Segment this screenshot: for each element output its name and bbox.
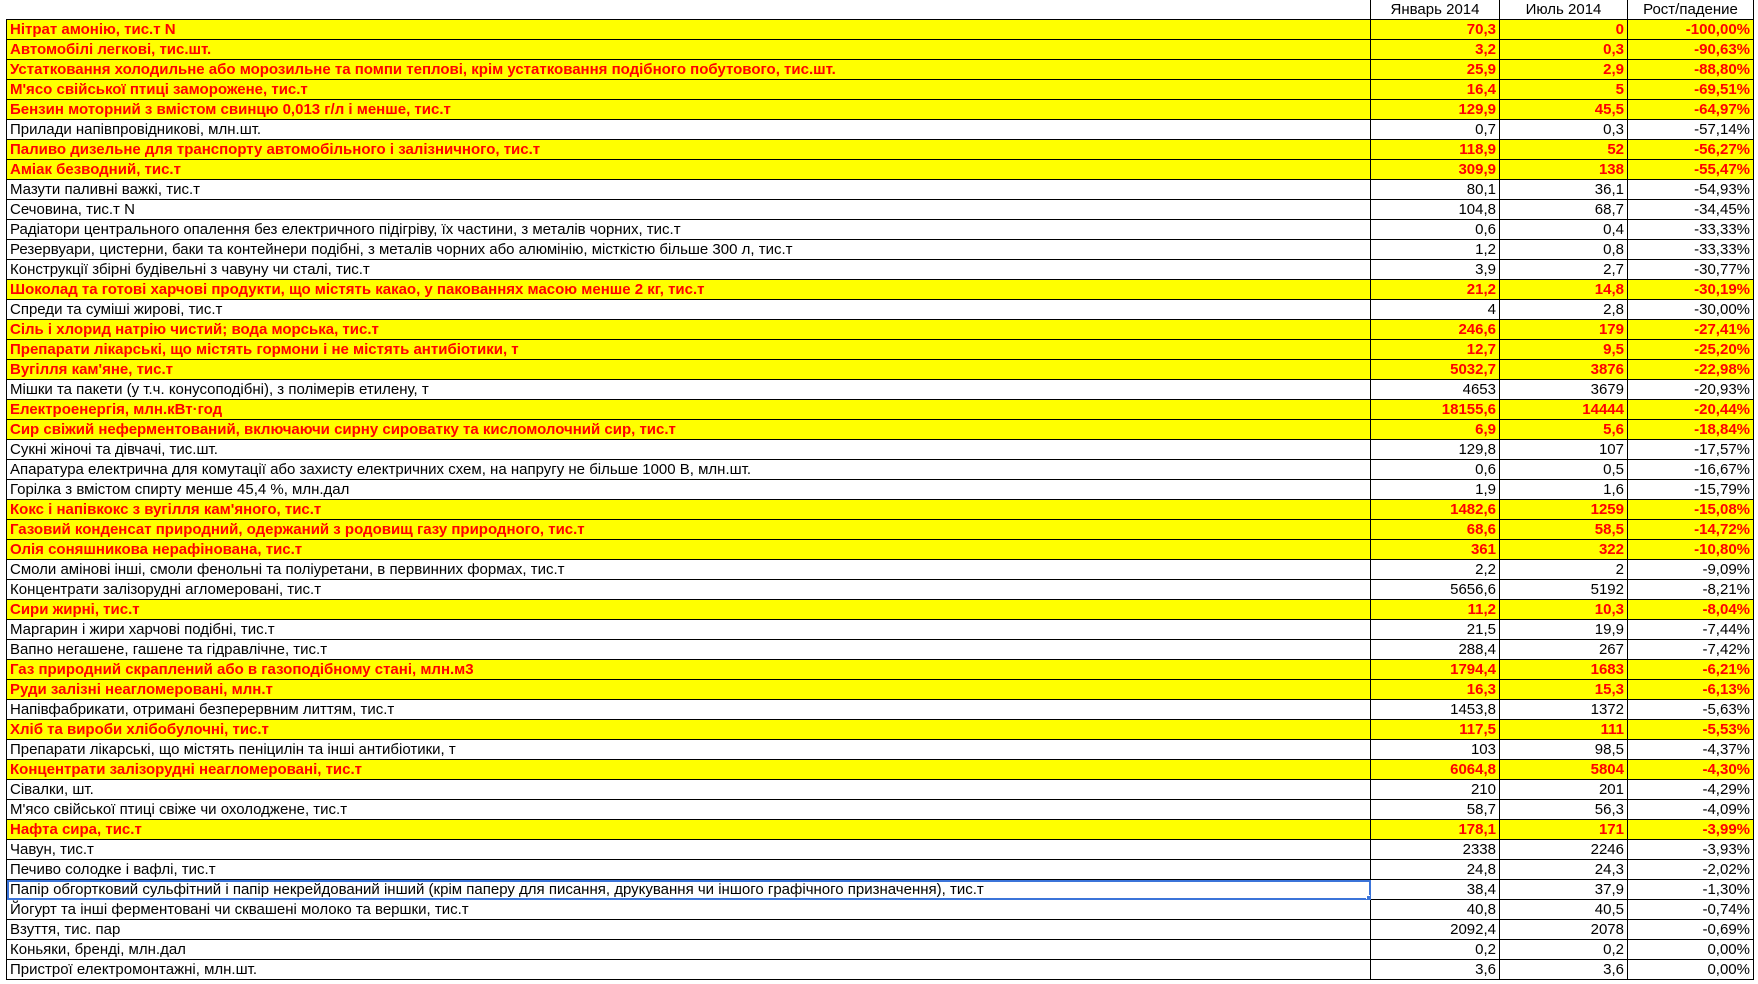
table-row	[7, 920, 1754, 940]
product-name-cell[interactable]: Концентрати залізорудні неагломеровані, тис.т	[7, 760, 1371, 780]
table-row	[7, 400, 1754, 420]
july-value-cell[interactable]: 179	[1500, 320, 1628, 340]
table-row	[7, 840, 1754, 860]
change-percent-cell[interactable]: -6,21%	[1628, 660, 1754, 680]
july-value-cell[interactable]: 5,6	[1500, 420, 1628, 440]
july-value-cell[interactable]: 14444	[1500, 400, 1628, 420]
table-row	[7, 660, 1754, 680]
july-value-cell[interactable]: 171	[1500, 820, 1628, 840]
january-value-cell[interactable]: 104,8	[1371, 200, 1500, 220]
change-percent-cell[interactable]: -1,30%	[1628, 880, 1754, 900]
january-value-cell[interactable]: 309,9	[1371, 160, 1500, 180]
product-name-cell[interactable]: Препарати лікарські, що містять пеніцилін та інші антибіотики, т	[7, 740, 1371, 760]
january-value-cell[interactable]: 1794,4	[1371, 660, 1500, 680]
table-row	[7, 640, 1754, 660]
product-name-cell[interactable]: Смоли амінові інші, смоли фенольні та поліуретани, в первинних формах, тис.т	[7, 560, 1371, 580]
table-row	[7, 180, 1754, 200]
product-name-cell[interactable]: Мазути паливні важкі, тис.т	[7, 180, 1371, 200]
july-value-cell[interactable]: 40,5	[1500, 900, 1628, 920]
table-row	[7, 260, 1754, 280]
table-row	[7, 40, 1754, 60]
july-value-cell[interactable]: 5804	[1500, 760, 1628, 780]
july-value-cell[interactable]: 0,3	[1500, 120, 1628, 140]
table-row	[7, 900, 1754, 920]
product-name-cell[interactable]: Маргарин і жири харчові подібні, тис.т	[7, 620, 1371, 640]
change-percent-cell[interactable]: -18,84%	[1628, 420, 1754, 440]
table-row	[7, 140, 1754, 160]
july-value-cell[interactable]: 111	[1500, 720, 1628, 740]
january-value-cell[interactable]: 80,1	[1371, 180, 1500, 200]
table-row	[7, 420, 1754, 440]
product-name-cell[interactable]: Напівфабрикати, отримані безперервним литтям, тис.т	[7, 700, 1371, 720]
january-value-cell[interactable]: 21,5	[1371, 620, 1500, 640]
product-name-cell[interactable]: М'ясо свійської птиці свіже чи охолоджене, тис.т	[7, 800, 1371, 820]
product-name-cell[interactable]: Йогурт та інші ферментовані чи сквашені молоко та вершки, тис.т	[7, 900, 1371, 920]
january-value-cell[interactable]: 1453,8	[1371, 700, 1500, 720]
july-value-cell[interactable]: 2	[1500, 560, 1628, 580]
change-percent-cell[interactable]: -0,69%	[1628, 920, 1754, 940]
change-percent-cell[interactable]: -33,33%	[1628, 220, 1754, 240]
july-value-cell[interactable]: 3,6	[1500, 960, 1628, 980]
product-name-cell[interactable]: Аміак безводний, тис.т	[7, 160, 1371, 180]
july-value-cell[interactable]: 0,4	[1500, 220, 1628, 240]
january-value-cell[interactable]: 3,9	[1371, 260, 1500, 280]
table-row	[7, 300, 1754, 320]
january-value-cell[interactable]: 0,6	[1371, 460, 1500, 480]
change-percent-cell[interactable]: -17,57%	[1628, 440, 1754, 460]
change-percent-cell[interactable]: -8,04%	[1628, 600, 1754, 620]
january-value-cell[interactable]: 246,6	[1371, 320, 1500, 340]
july-value-cell[interactable]: 56,3	[1500, 800, 1628, 820]
table-row	[7, 100, 1754, 120]
product-name-cell[interactable]: Олія соняшникова нерафінована, тис.т	[7, 540, 1371, 560]
change-percent-cell[interactable]: -15,08%	[1628, 500, 1754, 520]
change-percent-cell[interactable]: -100,00%	[1628, 20, 1754, 40]
january-value-cell[interactable]: 24,8	[1371, 860, 1500, 880]
table-row	[7, 960, 1754, 980]
change-percent-cell[interactable]: -0,74%	[1628, 900, 1754, 920]
january-value-cell[interactable]: 0,2	[1371, 940, 1500, 960]
january-value-cell[interactable]: 210	[1371, 780, 1500, 800]
january-value-cell[interactable]: 129,8	[1371, 440, 1500, 460]
table-row	[7, 380, 1754, 400]
change-percent-cell[interactable]: -56,27%	[1628, 140, 1754, 160]
spreadsheet-table	[6, 0, 1754, 980]
table-row	[7, 820, 1754, 840]
january-value-cell[interactable]: 68,6	[1371, 520, 1500, 540]
january-value-cell[interactable]: 12,7	[1371, 340, 1500, 360]
january-value-cell[interactable]: 38,4	[1371, 880, 1500, 900]
january-value-cell[interactable]: 16,3	[1371, 680, 1500, 700]
table-row	[7, 740, 1754, 760]
table-row	[7, 680, 1754, 700]
july-value-cell[interactable]: 3679	[1500, 380, 1628, 400]
january-value-cell[interactable]: 178,1	[1371, 820, 1500, 840]
change-percent-cell[interactable]: -33,33%	[1628, 240, 1754, 260]
july-value-cell[interactable]: 24,3	[1500, 860, 1628, 880]
july-value-cell[interactable]: 1683	[1500, 660, 1628, 680]
product-name-cell[interactable]: Сіль і хлорид натрію чистий; вода морська, тис.т	[7, 320, 1371, 340]
product-name-cell[interactable]: Кокс і напівкокс з вугілля кам'яного, тис.т	[7, 500, 1371, 520]
change-percent-cell[interactable]: -4,37%	[1628, 740, 1754, 760]
product-name-cell[interactable]: Горілка з вмістом спирту менше 45,4 %, млн.дал	[7, 480, 1371, 500]
product-name-cell[interactable]: Електроенергія, млн.кВт·год	[7, 400, 1371, 420]
product-name-cell[interactable]: Сукні жіночі та дівчачі, тис.шт.	[7, 440, 1371, 460]
table-row	[7, 200, 1754, 220]
change-percent-cell[interactable]: -10,80%	[1628, 540, 1754, 560]
product-name-cell[interactable]: Шоколад та готові харчові продукти, що містять какао, у пакованнях масою менше 2 кг, тис.т	[7, 280, 1371, 300]
product-name-cell[interactable]: Апаратура електрична для комутації або захисту електричних схем, на напругу не більше 1000 В, млн.шт.	[7, 460, 1371, 480]
table-row	[7, 760, 1754, 780]
january-value-cell[interactable]: 18155,6	[1371, 400, 1500, 420]
product-name-cell[interactable]: Газовий конденсат природний, одержаний з родовищ газу природного, тис.т	[7, 520, 1371, 540]
product-name-cell[interactable]: Сечовина, тис.т N	[7, 200, 1371, 220]
january-value-cell[interactable]: 3,6	[1371, 960, 1500, 980]
table-row	[7, 780, 1754, 800]
july-value-cell[interactable]: 98,5	[1500, 740, 1628, 760]
change-percent-cell[interactable]: -25,20%	[1628, 340, 1754, 360]
product-name-cell[interactable]: Нафта сира, тис.т	[7, 820, 1371, 840]
january-value-cell[interactable]: 11,2	[1371, 600, 1500, 620]
change-percent-cell[interactable]: -16,67%	[1628, 460, 1754, 480]
header-row	[7, 0, 1754, 20]
change-percent-cell[interactable]: -30,00%	[1628, 300, 1754, 320]
change-percent-cell[interactable]: -8,21%	[1628, 580, 1754, 600]
july-value-cell[interactable]: 1259	[1500, 500, 1628, 520]
header-change[interactable]: Рост/падение	[1628, 0, 1754, 20]
table-row	[7, 940, 1754, 960]
july-value-cell[interactable]: 0,8	[1500, 240, 1628, 260]
january-value-cell[interactable]: 4653	[1371, 380, 1500, 400]
change-percent-cell[interactable]: -15,79%	[1628, 480, 1754, 500]
july-value-cell[interactable]: 138	[1500, 160, 1628, 180]
table-row	[7, 860, 1754, 880]
product-name-cell[interactable]: Паливо дизельне для транспорту автомобільного і залізничного, тис.т	[7, 140, 1371, 160]
july-value-cell[interactable]: 5	[1500, 80, 1628, 100]
july-value-cell[interactable]: 36,1	[1500, 180, 1628, 200]
product-name-cell[interactable]: Вапно негашене, гашене та гідравлічне, тис.т	[7, 640, 1371, 660]
july-value-cell[interactable]: 2,8	[1500, 300, 1628, 320]
change-percent-cell[interactable]: -27,41%	[1628, 320, 1754, 340]
january-value-cell[interactable]: 40,8	[1371, 900, 1500, 920]
july-value-cell[interactable]: 2246	[1500, 840, 1628, 860]
change-percent-cell[interactable]: -69,51%	[1628, 80, 1754, 100]
header-name[interactable]	[7, 0, 1371, 20]
product-name-cell[interactable]: Конструкції збірні будівельні з чавуну чи сталі, тис.т	[7, 260, 1371, 280]
change-percent-cell[interactable]: -54,93%	[1628, 180, 1754, 200]
change-percent-cell[interactable]: -64,97%	[1628, 100, 1754, 120]
july-value-cell[interactable]: 201	[1500, 780, 1628, 800]
table-row	[7, 520, 1754, 540]
table-row	[7, 800, 1754, 820]
product-name-cell[interactable]: Вугілля кам'яне, тис.т	[7, 360, 1371, 380]
table-row	[7, 60, 1754, 80]
july-value-cell[interactable]: 1372	[1500, 700, 1628, 720]
july-value-cell[interactable]: 10,3	[1500, 600, 1628, 620]
change-percent-cell[interactable]: -30,19%	[1628, 280, 1754, 300]
table-row	[7, 80, 1754, 100]
product-name-cell[interactable]: Папір обгортковий сульфітний і папір некрейдований інший (крім паперу для писання, друкування чи іншого графічного призначення), тис.т	[7, 880, 1371, 900]
product-name-cell[interactable]: Сири жирні, тис.т	[7, 600, 1371, 620]
january-value-cell[interactable]: 0,6	[1371, 220, 1500, 240]
table-row	[7, 480, 1754, 500]
january-value-cell[interactable]: 6064,8	[1371, 760, 1500, 780]
table-row	[7, 340, 1754, 360]
table-row	[7, 280, 1754, 300]
table-row	[7, 720, 1754, 740]
january-value-cell[interactable]: 4	[1371, 300, 1500, 320]
table-row	[7, 20, 1754, 40]
july-value-cell[interactable]: 0	[1500, 20, 1628, 40]
january-value-cell[interactable]: 129,9	[1371, 100, 1500, 120]
change-percent-cell[interactable]: -20,93%	[1628, 380, 1754, 400]
july-value-cell[interactable]: 68,7	[1500, 200, 1628, 220]
july-value-cell[interactable]: 58,5	[1500, 520, 1628, 540]
product-name-cell[interactable]: Радіатори центрального опалення без електричного підігріву, їх частини, з металів чорних, тис.т	[7, 220, 1371, 240]
product-name-cell[interactable]: Резервуари, цистерни, баки та контейнери подібні, з металів чорних або алюмінію, місткістю більше 300 л, тис.т	[7, 240, 1371, 260]
product-name-cell[interactable]: Сівалки, шт.	[7, 780, 1371, 800]
january-value-cell[interactable]: 5656,6	[1371, 580, 1500, 600]
change-percent-cell[interactable]: 0,00%	[1628, 940, 1754, 960]
product-name-cell[interactable]: Концентрати залізорудні агломеровані, тис.т	[7, 580, 1371, 600]
product-name-cell[interactable]: Прилади напівпровідникові, млн.шт.	[7, 120, 1371, 140]
january-value-cell[interactable]: 361	[1371, 540, 1500, 560]
change-percent-cell[interactable]: -20,44%	[1628, 400, 1754, 420]
july-value-cell[interactable]: 0,5	[1500, 460, 1628, 480]
january-value-cell[interactable]: 1,2	[1371, 240, 1500, 260]
change-percent-cell[interactable]: -90,63%	[1628, 40, 1754, 60]
january-value-cell[interactable]: 58,7	[1371, 800, 1500, 820]
january-value-cell[interactable]: 2338	[1371, 840, 1500, 860]
july-value-cell[interactable]: 52	[1500, 140, 1628, 160]
july-value-cell[interactable]: 2078	[1500, 920, 1628, 940]
july-value-cell[interactable]: 37,9	[1500, 880, 1628, 900]
july-value-cell[interactable]: 19,9	[1500, 620, 1628, 640]
table-row	[7, 460, 1754, 480]
january-value-cell[interactable]: 6,9	[1371, 420, 1500, 440]
july-value-cell[interactable]: 14,8	[1500, 280, 1628, 300]
july-value-cell[interactable]: 9,5	[1500, 340, 1628, 360]
change-percent-cell[interactable]: -5,53%	[1628, 720, 1754, 740]
table-row	[7, 560, 1754, 580]
header-july[interactable]: Июль 2014	[1500, 0, 1628, 20]
change-percent-cell[interactable]: -3,93%	[1628, 840, 1754, 860]
product-name-cell[interactable]: Чавун, тис.т	[7, 840, 1371, 860]
table-row	[7, 120, 1754, 140]
july-value-cell[interactable]: 322	[1500, 540, 1628, 560]
table-row	[7, 580, 1754, 600]
product-name-cell[interactable]: Пристрої електромонтажні, млн.шт.	[7, 960, 1371, 980]
july-value-cell[interactable]: 0,3	[1500, 40, 1628, 60]
product-name-cell[interactable]: Хліб та вироби хлібобулочні, тис.т	[7, 720, 1371, 740]
product-name-cell[interactable]: Устатковання холодильне або морозильне та помпи теплові, крім устатковання подібного побутового, тис.шт.	[7, 60, 1371, 80]
january-value-cell[interactable]: 5032,7	[1371, 360, 1500, 380]
change-percent-cell[interactable]: -22,98%	[1628, 360, 1754, 380]
table-row	[7, 160, 1754, 180]
january-value-cell[interactable]: 1,9	[1371, 480, 1500, 500]
table-row	[7, 700, 1754, 720]
header-january[interactable]: Январь 2014	[1371, 0, 1500, 20]
change-percent-cell[interactable]: -5,63%	[1628, 700, 1754, 720]
january-value-cell[interactable]: 288,4	[1371, 640, 1500, 660]
july-value-cell[interactable]: 107	[1500, 440, 1628, 460]
table-row	[7, 240, 1754, 260]
january-value-cell[interactable]: 70,3	[1371, 20, 1500, 40]
product-name-cell[interactable]: Коньяки, бренді, млн.дал	[7, 940, 1371, 960]
january-value-cell[interactable]: 1482,6	[1371, 500, 1500, 520]
change-percent-cell[interactable]: -14,72%	[1628, 520, 1754, 540]
table-row	[7, 600, 1754, 620]
change-percent-cell[interactable]: -30,77%	[1628, 260, 1754, 280]
change-percent-cell[interactable]: -4,29%	[1628, 780, 1754, 800]
july-value-cell[interactable]: 15,3	[1500, 680, 1628, 700]
table-row	[7, 320, 1754, 340]
product-name-cell[interactable]: Газ природний скраплений або в газоподібному стані, млн.м3	[7, 660, 1371, 680]
product-name-cell[interactable]: Бензин моторний з вмістом свинцю 0,013 г/л і менше, тис.т	[7, 100, 1371, 120]
january-value-cell[interactable]: 0,7	[1371, 120, 1500, 140]
product-name-cell[interactable]: Печиво солодке і вафлі, тис.т	[7, 860, 1371, 880]
change-percent-cell[interactable]: -88,80%	[1628, 60, 1754, 80]
july-value-cell[interactable]: 3876	[1500, 360, 1628, 380]
product-name-cell[interactable]: Нітрат амонію, тис.т N	[7, 20, 1371, 40]
january-value-cell[interactable]: 2092,4	[1371, 920, 1500, 940]
change-percent-cell[interactable]: -7,44%	[1628, 620, 1754, 640]
january-value-cell[interactable]: 21,2	[1371, 280, 1500, 300]
july-value-cell[interactable]: 1,6	[1500, 480, 1628, 500]
product-name-cell[interactable]: Взуття, тис. пар	[7, 920, 1371, 940]
july-value-cell[interactable]: 267	[1500, 640, 1628, 660]
july-value-cell[interactable]: 45,5	[1500, 100, 1628, 120]
product-name-cell[interactable]: Препарати лікарські, що містять гормони і не містять антибіотики, т	[7, 340, 1371, 360]
change-percent-cell[interactable]: -57,14%	[1628, 120, 1754, 140]
january-value-cell[interactable]: 2,2	[1371, 560, 1500, 580]
table-row	[7, 540, 1754, 560]
january-value-cell[interactable]: 103	[1371, 740, 1500, 760]
change-percent-cell[interactable]: -4,09%	[1628, 800, 1754, 820]
product-name-cell[interactable]: Спреди та суміші жирові, тис.т	[7, 300, 1371, 320]
january-value-cell[interactable]: 25,9	[1371, 60, 1500, 80]
january-value-cell[interactable]: 3,2	[1371, 40, 1500, 60]
change-percent-cell[interactable]: -9,09%	[1628, 560, 1754, 580]
table-row	[7, 360, 1754, 380]
product-name-cell[interactable]: Автомобілі легкові, тис.шт.	[7, 40, 1371, 60]
change-percent-cell[interactable]: -7,42%	[1628, 640, 1754, 660]
change-percent-cell[interactable]: -2,02%	[1628, 860, 1754, 880]
product-name-cell[interactable]: Сир свіжий неферментований, включаючи сирну сироватку та кисломолочний сир, тис.т	[7, 420, 1371, 440]
table-row	[7, 500, 1754, 520]
table-row	[7, 620, 1754, 640]
product-name-cell[interactable]: Мішки та пакети (у т.ч. конусоподібні), з полімерів етилену, т	[7, 380, 1371, 400]
january-value-cell[interactable]: 118,9	[1371, 140, 1500, 160]
product-name-cell[interactable]: Руди залізні неагломеровані, млн.т	[7, 680, 1371, 700]
january-value-cell[interactable]: 117,5	[1371, 720, 1500, 740]
change-percent-cell[interactable]: -3,99%	[1628, 820, 1754, 840]
change-percent-cell[interactable]: 0,00%	[1628, 960, 1754, 980]
july-value-cell[interactable]: 0,2	[1500, 940, 1628, 960]
table-body	[7, 20, 1754, 980]
change-percent-cell[interactable]: -55,47%	[1628, 160, 1754, 180]
july-value-cell[interactable]: 2,9	[1500, 60, 1628, 80]
change-percent-cell[interactable]: -34,45%	[1628, 200, 1754, 220]
july-value-cell[interactable]: 2,7	[1500, 260, 1628, 280]
table-row	[7, 880, 1754, 900]
table-row	[7, 220, 1754, 240]
january-value-cell[interactable]: 16,4	[1371, 80, 1500, 100]
table-row	[7, 440, 1754, 460]
product-name-cell[interactable]: М'ясо свійської птиці заморожене, тис.т	[7, 80, 1371, 100]
change-percent-cell[interactable]: -4,30%	[1628, 760, 1754, 780]
july-value-cell[interactable]: 5192	[1500, 580, 1628, 600]
change-percent-cell[interactable]: -6,13%	[1628, 680, 1754, 700]
